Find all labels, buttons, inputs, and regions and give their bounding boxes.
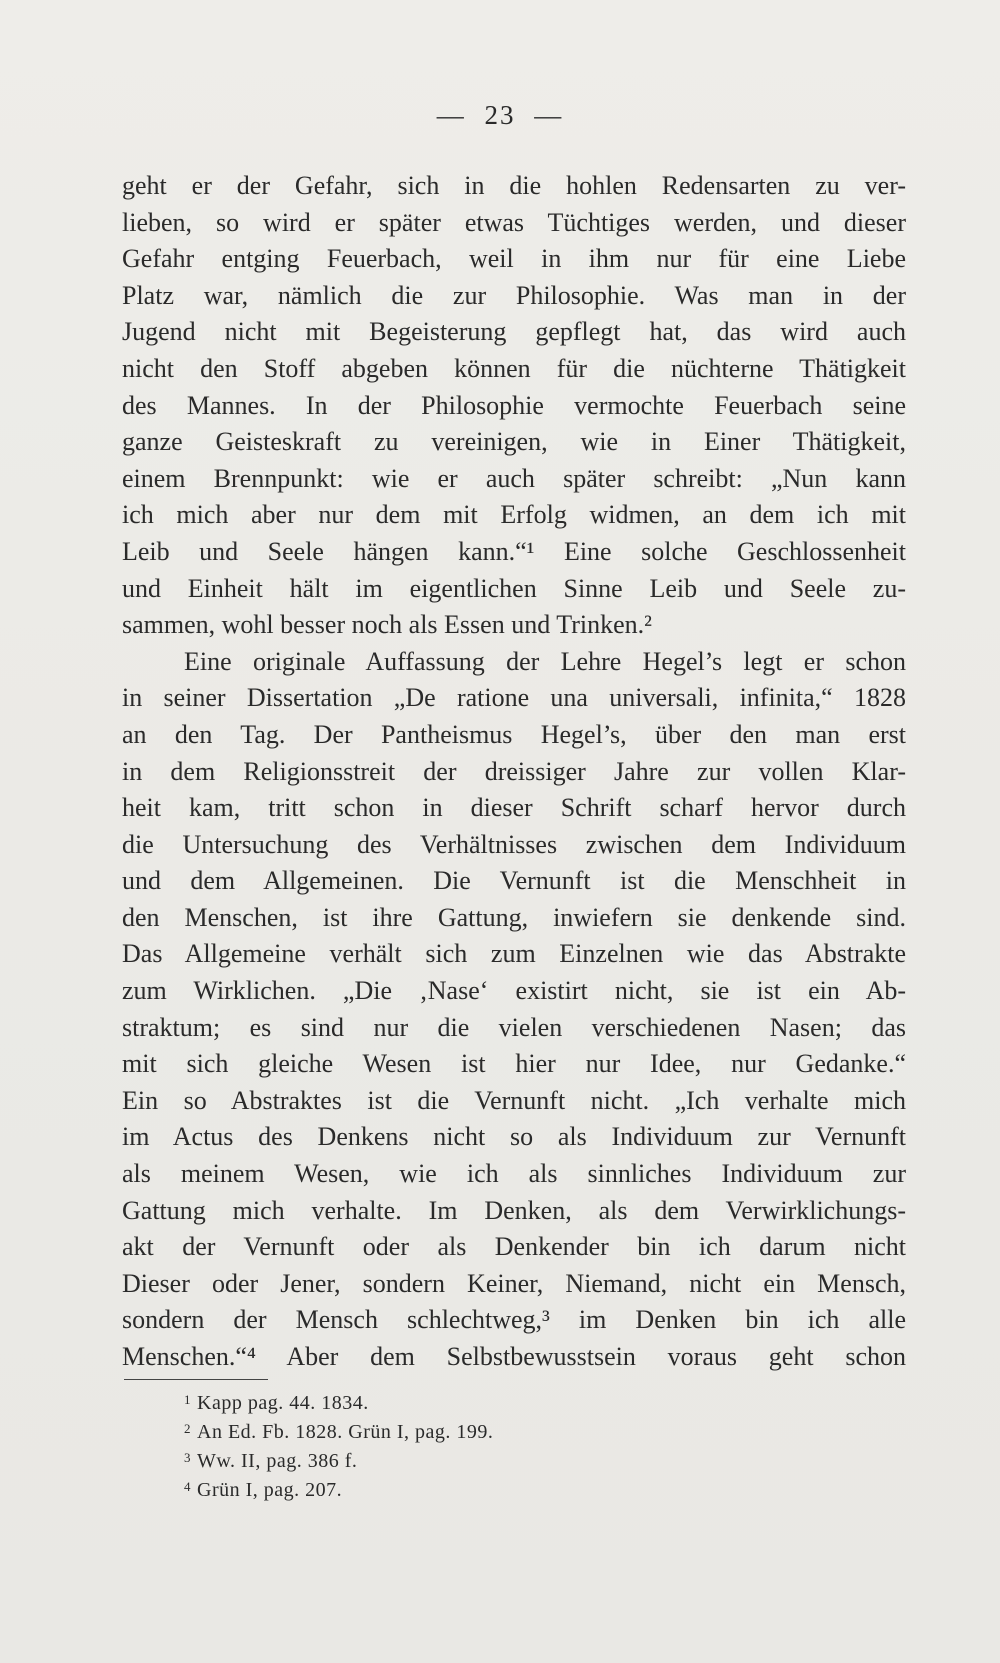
footnote-divider: [124, 1379, 268, 1380]
footnote-mark: 2: [184, 1421, 191, 1436]
footnote-text: Grün I, pag. 207.: [197, 1479, 343, 1501]
text-line: akt der Vernunft oder als Denkender bin ich darum nicht: [122, 1232, 906, 1262]
text-line: straktum; es sind nur die vielen verschiedenen Nasen; das: [122, 1012, 906, 1042]
footnote-text: Ww. II, pag. 386 f.: [197, 1450, 358, 1472]
text-line: nicht den Stoff abgeben können für die nüchterne Thätigkeit: [122, 353, 906, 383]
footnote-mark: 4: [184, 1479, 191, 1494]
footnote-3: [184, 1443, 493, 1472]
text-line: lieben, so wird er später etwas Tüchtiges werden, und dieser: [122, 207, 906, 237]
text-line: den Menschen, ist ihre Gattung, inwiefern sie denkende sind.: [122, 902, 906, 932]
text-line: im Actus des Denkens nicht so als Individuum zur Vernunft: [122, 1122, 906, 1152]
text-line: Dieser oder Jener, sondern Keiner, Niemand, nicht ein Mensch,: [122, 1268, 906, 1298]
text-line: heit kam, tritt schon in dieser Schrift scharf hervor durch: [122, 793, 906, 823]
text-line: in seiner Dissertation „De ratione una universali, infinita,“ 1828: [122, 683, 906, 713]
text-line: und Einheit hält im eigentlichen Sinne Leib und Seele zu-: [122, 573, 906, 603]
text-line: Eine originale Auffassung der Lehre Hegel’s legt er schon: [184, 646, 906, 676]
footnote-mark: 1: [184, 1392, 191, 1407]
text-line: geht er der Gefahr, sich in die hohlen Redensarten zu ver-: [122, 171, 906, 200]
text-line: mit sich gleiche Wesen ist hier nur Idee, nur Gedanke.“: [122, 1049, 906, 1079]
paragraph-2: [122, 644, 906, 1376]
text-line: Menschen.“⁴ Aber dem Selbstbewusstsein voraus geht schon: [122, 1342, 906, 1371]
footnotes: [184, 1385, 493, 1501]
text-line: Jugend nicht mit Begeisterung gepflegt hat, das wird auch: [122, 317, 906, 347]
text-line: Gefahr entging Feuerbach, weil in ihm nur für eine Liebe: [122, 244, 906, 274]
text-line: Gattung mich verhalte. Im Denken, als dem Verwirklichungs-: [122, 1195, 906, 1225]
text-line: einem Brennpunkt: wie er auch später schreibt: „Nun kann: [122, 463, 906, 493]
text-line: an den Tag. Der Pantheismus Hegel’s, über den man erst: [122, 719, 906, 749]
footnote-text: Kapp pag. 44. 1834.: [197, 1392, 369, 1414]
text-line: zum Wirklichen. „Die ‚Nase‘ existirt nicht, sie ist ein Ab-: [122, 976, 906, 1006]
footnote-4: [184, 1472, 493, 1501]
text-line: die Untersuchung des Verhältnisses zwischen dem Individuum: [122, 829, 906, 859]
footnote-2: [184, 1414, 493, 1443]
text-line: ganze Geisteskraft zu vereinigen, wie in Einer Thätigkeit,: [122, 427, 906, 457]
text-line: als meinem Wesen, wie ich als sinnliches Individuum zur: [122, 1159, 906, 1189]
footnote-mark: 3: [184, 1450, 191, 1465]
text-line: sondern der Mensch schlechtweg,³ im Denken bin ich alle: [122, 1305, 906, 1335]
text-line: Leib und Seele hängen kann.“¹ Eine solche Geschlossenheit: [122, 536, 906, 566]
paragraph-1: [122, 168, 906, 644]
page-number: — 23 —: [436, 100, 564, 130]
text-line: Ein so Abstraktes ist die Vernunft nicht. „Ich verhalte mich: [122, 1085, 906, 1115]
text-line: sammen, wohl besser noch als Essen und Trinken.²: [122, 610, 652, 640]
text-line: Das Allgemeine verhält sich zum Einzelnen wie das Abstrakte: [122, 939, 906, 969]
text-line: ich mich aber nur dem mit Erfolg widmen, an dem ich mit: [122, 500, 906, 530]
text-line: in dem Religionsstreit der dreissiger Jahre zur vollen Klar-: [122, 756, 906, 786]
footnote-1: [184, 1385, 493, 1414]
text-line: Platz war, nämlich die zur Philosophie. Was man in der: [122, 280, 906, 310]
text-line: und dem Allgemeinen. Die Vernunft ist die Menschheit in: [122, 866, 906, 896]
text-line: des Mannes. In der Philosophie vermochte Feuerbach seine: [122, 390, 906, 420]
footnote-text: An Ed. Fb. 1828. Grün I, pag. 199.: [197, 1421, 494, 1443]
body-text: [122, 168, 906, 1376]
